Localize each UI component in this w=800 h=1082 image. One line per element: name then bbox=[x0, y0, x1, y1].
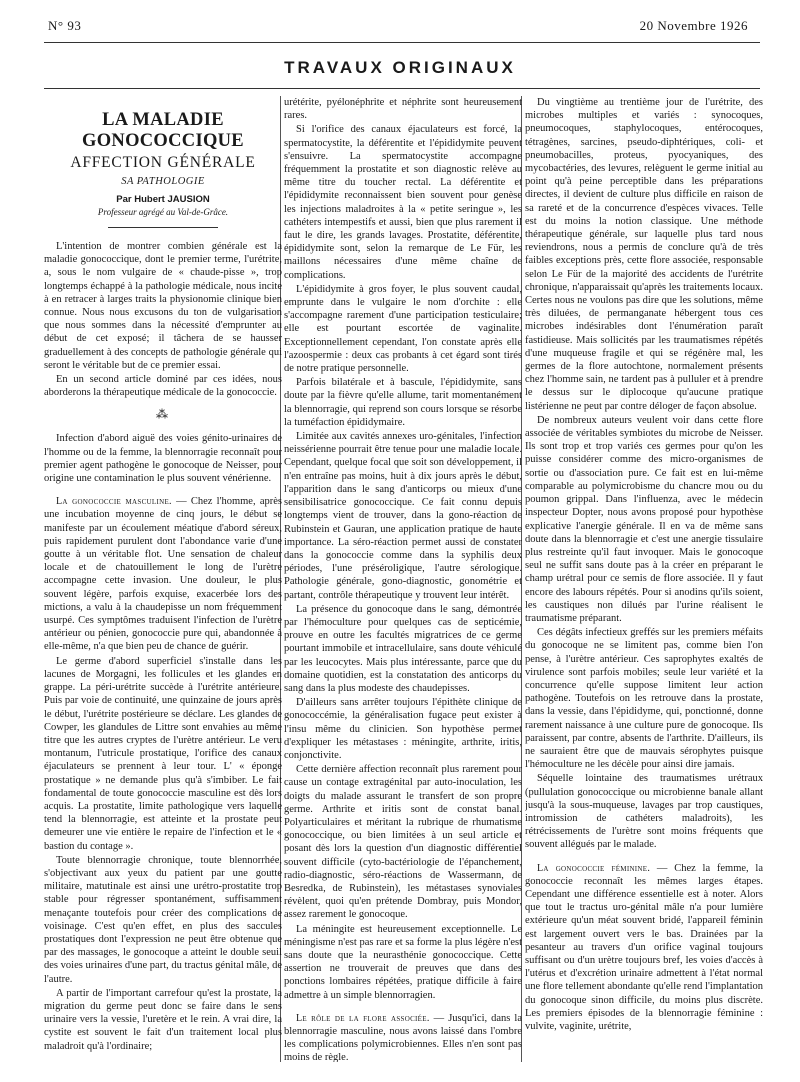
paragraph: Limitée aux cavités annexes uro-génitales, l'infection neissérienne pourrait être tenue pour une maladie locale. Cependant, quelque focal que soit son développement, il n'en entraîne pas moins, huit à dix jours après le début, l'apparition dans le sang d'anticorps ou mieux d'une sensibilisatrice gonococcique. Ce fait connu depuis longtemps vient de trouver, dans la gono-réaction de Rubinstein et Gauran, une application pratique de haute importance. La séro-réaction permet aussi de constater dans la gonococcie comme dans la syphilis deux périodes, l'une préséroligique, l'autre sérologique. Pathologie générale, gono-diagnostic, gonométrie et partant, contrôle thérapeutique y trouvent leur intérêt. bbox=[284, 431, 522, 601]
section-title: TRAVAUX ORIGINAUX bbox=[284, 58, 516, 77]
title-rule bbox=[108, 227, 218, 228]
paragraph: Ces dégâts infectieux greffés sur les premiers méfaits du gonocoque ne se limitent pas, comme bien l'on pense, à l'urètre antérieur. Ces saprophytes exaltés de virulence sont parfois mobiles; seule leur variété et la concurrence qu'elle suppose limitent leur action pathogène. Toutefois on les retrouve dans la prostate, dans la vessie, dans l'épididyme, qui, ponctionné, donne rarement naissance à une culture pure de gonocoque. Ils paraissent, par contre, absents de l'arthrite. D'ailleurs, ils ne sauraient être que de mauvais sérophytes puisque l'hémoculture ne les décèle pour ainsi dire jamais. bbox=[525, 627, 763, 771]
paragraph: Cette dernière affection reconnaît plus rarement pour cause un contage extragénital par auto-inoculation, les doigts du malade assurant le transfert de son propre germe. Arthrite et iritis sont de constat banal. Polyarticulaires et méritant la rubrique de rhumatisme gonococcique, ou bien limitées à un seul article et posant dès lors la question d'un diagnostic différentiel souvent difficile (cyto-bactériologie de l'épanchement, radio-diagnostic, séro-réactions de Wassermann, de Besredka, de Rubinstein), les métastases synoviales révèlent, quoi qu'en prétende Dombray, puis Mondor, assez rarement le gonocoque. bbox=[284, 764, 522, 921]
paragraph-text: — Chez l'homme, après une incubation moyenne de cinq jours, le début se manifeste par un écoulement méatique d'abord séreux, puis rapidement purulent dont l'abondance varie d'une goutte à un véritable flot. Une sensation de chaleur locale et de chatouillement le long de l'urètre accompagne cette invasion. Une douleur, le plus souvent légère, parfois exquise, exacerbée lors des mictions, a valu à la chaudepisse un nom fréquemment usurpé. Ces symptômes traduisent l'infection de l'urètre antérieur ou pénien, gonococcie pure qui, abandonnée à elle-même, n'a que bien peu de chance de guérir. bbox=[44, 496, 282, 653]
paragraph-text: — Chez la femme, la gonococcie reconnaît les mêmes larges étapes. Cependant une différence essentielle est à noter. Alors que tout le tractus uro-génital mâle n'a pour lumière extérieure qu'un méat souvent bridé, l'appareil féminin est largement ouvert vers le bas. Drainées par la pesanteur au travers d'un orifice vaginal toujours suffisant ou d'un urètre toujours bref, les voies d'accès à l'utérus et d'excrétion urinaire admettent à l'état normal une flore tellement abondante qu'elle rend l'implantation du gonocoque sinon difficile, du moins plus discrète. Les premiers épisodes de la blennorragie féminine : vulvite, vaginite, urétrite, bbox=[525, 862, 763, 1033]
article-subtitle: AFFECTION GÉNÉRALE bbox=[70, 154, 256, 171]
paragraph: A partir de l'important carrefour qu'est la prostate, la migration du germe peut donc se faire dans le sens urinaire vers la vessie, l'uretère et le rein. A vrai dire, la cystite est souvent le fait d'un traitement local plus maladroit qu'à l'ordinaire; bbox=[44, 987, 282, 1052]
paragraph bbox=[525, 862, 763, 1034]
paragraph bbox=[284, 1012, 522, 1062]
paragraph: De nombreux auteurs veulent voir dans cette flore associée de véritables symbiotes du microbe de Neisser. Ils sont trop et trop variés ces germes pour qu'on les puisse considérer comme des micro-organismes de sortie ou d'association pure. Ce fait est en lui-même comparable au polymicrobisme du chancre mou ou du poumon grippal. Dans l'influenza, avec le médecin inspecteur Dopter, nous avons proposé pour hypothèse explicative l'anergie générale. Il en va de même sans doute dans la blennorragie et c'est une anergie tissulaire plus restreinte qu'il faut invoquer. Mais le gonocoque seul ne suffit sans doute pas à la créer en préparant le champ urétral pour ce semis de flore associée. Il y faut encore des labours répétés. Pour si anodins qu'ils soient, les caustiques non dilués par l'urine réalisent le traumatisme préparant. bbox=[525, 414, 763, 624]
section-rule bbox=[44, 88, 760, 89]
paragraph: urétérite, pyélonéphrite et néphrite sont heureusement rares. bbox=[284, 97, 522, 122]
subsection-heading: La gonococcie féminine. bbox=[537, 862, 651, 874]
paragraph-text: — Jusqu'ici, dans la blennorragie masculine, nous avons laissé dans l'ombre les complications polymicrobiennes. Elles n'en sont pas moins de règle. bbox=[284, 1012, 522, 1062]
paragraph: D'ailleurs sans arrêter toujours l'épithète clinique de gonococcémie, la généralisation fugace peut exister à l'insu même du clinicien. Son hypothèse permet d'expliquer les métastases : méningite, arthrite, iritis, conjonctivite. bbox=[284, 697, 522, 761]
column-1 bbox=[44, 96, 282, 1062]
paragraph: En un second article dominé par ces idées, nous aborderons la thérapeutique médicale de la gonococcie. bbox=[44, 374, 282, 399]
author-affiliation: Professeur agrégé au Val-de-Grâce. bbox=[97, 207, 229, 217]
paragraph: La méningite est heureusement exceptionnelle. Le méningisme n'est pas rare et sa forme la plus légère n'est sans doute que la neurasthénie gonococcique. Cette assertion ne trouverait de preuves que dans des ponctions lombaires répétées, pratique difficile à faire admettre à un simple blennorragien. bbox=[284, 923, 522, 1001]
paragraph: La présence du gonocoque dans le sang, démontrée par l'hémoculture pour quelques cas de septicémie, prouve en outre les facultés migratrices de ce germe pourtant immobile et intracellulaire, sans doute véhiculé par les leucocytes. Mais plus intéressante, parce que du domaine quotidien, est la constatation des anticorps du sang dans la plus modeste des chaudepisses. bbox=[284, 603, 522, 694]
issue-number: N° 93 bbox=[48, 18, 82, 33]
subsection-heading: La gonococcie masculine. bbox=[56, 496, 172, 508]
section-separator: ⁂ bbox=[156, 407, 170, 422]
issue-date: 20 Novembre 1926 bbox=[639, 18, 748, 33]
column-3 bbox=[525, 96, 763, 1062]
paragraph bbox=[44, 495, 282, 653]
paragraph: Le germe d'abord superficiel s'installe dans les lacunes de Morgagni, les follicules et les glandes en grappe. La péri-urétrite succède à l'urétrite antérieure. Puis par voie de continuité, une quinzaine de jours après le début, l'urétrite postérieure se déclare. Les glandes de Cowper, les glandules de Littre sont envahies au même titre que les autres cryptes de l'urètre antérieur. Le veru montanum, l'utricule prostatique, l'orifice des canaux éjaculateurs se prennent à leur tour. L' « éponge prostatique » ne demande plus qu'à s'imbiber. Le fait fondamental de toute gonococcie masculine est dès lors acquis. La prostatite, limite pathologique vers laquelle tend la blennorragie, est atteinte et la prostate peut demeurer une vie entière le repaire de l'infection et le « bastion du contage ». bbox=[44, 655, 282, 852]
paragraph: L'intention de montrer combien générale est la maladie gonococcique, dont le premier terme, l'urétrite, a, sous le nom vulgaire de « chaude-pisse », trop longtemps échappé à la pathologie médicale, nous incite à en retracer à larges traits la physionomie clinique bien connue. Nous nous excusons du ton de vulgarisation que nous sommes dans la nécessité d'emprunter au début de cet exposé; il tâchera de se hausser graduellement à des concepts de pathologie générale qui seront le véritable but de ce premier essai. bbox=[44, 241, 282, 371]
column-2 bbox=[284, 96, 522, 1062]
paragraph: L'épididymite à gros foyer, le plus souvent caudal, emprunte dans le vulgaire le nom d'orchite : elle s'accompagne rarement d'une participation testiculaire; elle est pourtant escortée de vaginalite. Exceptionnellement cependant, l'on constate après elle l'azoospermie : deux cas probants à cet égard sont tirés de notre pratique personnelle. bbox=[284, 283, 522, 375]
article-subtitle-2: SA PATHOLOGIE bbox=[121, 176, 205, 187]
paragraph: Infection d'abord aiguë des voies génito-urinaires de l'homme ou de la femme, la blennorragie reconnaît pour premier agent pathogène le gonocoque de Neisser, pour origine une contamination le plus souvent vénérienne. bbox=[44, 433, 282, 485]
paragraph: Toute blennorragie chronique, toute blennorrhée, s'objectivant aux yeux du patient par une goutte militaire, matutinale est ainsi une urétro-prostatite trop stable pour régresser spontanément, suffisamment menaçante toutefois pour créer des complications de voisinage. C'est qu'en effet, en plus des saccules prostatiques dont l'expression ne peut être obtenue que par des massages, le gonocoque a atteint le double seuil des voies urinaires d'une part, du tractus génital mâle, de l'autre. bbox=[44, 854, 282, 985]
paragraph: Séquelle lointaine des traumatismes urétraux (pullulation gonococcique ou microbienne banale allant jusqu'à la sous-muqueuse, lavages par trop caustiques, intromission de cathéters maladroits), les rétrécissements de l'urètre sont moins fréquents que souvent allégués par le malade. bbox=[525, 773, 763, 851]
paragraph: Parfois bilatérale et à bascule, l'épididymite, sans doute par la fièvre qu'elle allume, tarit momentanément la blennorragie, qui reprend son cours lorsque se résorbe la tuméfaction épididymaire. bbox=[284, 377, 522, 428]
subsection-heading: Le rôle de la flore associée. bbox=[296, 1012, 430, 1024]
article-title: LA MALADIE GONOCOCCIQUE bbox=[82, 110, 244, 151]
article-title-block bbox=[44, 110, 282, 228]
paragraph: Du vingtième au trentième jour de l'urétrite, des microbes multiples et variés : synocoques, pneumocoques, staphylocoques, entérocoques, tétragènes, sarcines, pseudo-diphtériques, coli- et pneumobacilles, proteus, pyocyaniques, des mycobactéries, des levures, relèguent le germe initial au point qu'à peine perceptible dans les préparations directes, il devient de culture plus difficile en raison de sa rareté et de la concurrence d'espèces vivaces. Telle est du moins la notion classique. Une méthode thérapeutique générale, sur laquelle plus tard nous reviendrons, nous a permis de conclure qu'à de très faibles exceptions près, cette flore associée, responsable selon Le Für de la majorité des accidents de l'urétrite chronique, n'apparaissait qu'après les traitements locaux. Certes nous ne voulons pas dire que les solutions, même très diluées, de permanganate hébergent tous ces microbes indésirables dont l'énumération paraît fastidieuse. Mais sollicités par les traumatismes répétés d'une muqueuse fragile et qui se régénère mal, les germes de la flore autochtone, normalement présents chez l'homme sain, ne tardent pas à pulluler et à prendre le dessus sur le diplocoque qu'aucune pratique listérienne ne peut par contre déloger de façon absolue. bbox=[525, 97, 763, 412]
paragraph: Si l'orifice des canaux éjaculateurs est forcé, la spermatocystite, la déférentite et l'épididymite peuvent s'ensuivre. La spermatocystite accompagne fréquemment la prostatite et son diagnostic relève au même titre du toucher rectal. La déférentite et l'épididymite reconnaissent bien souvent pour genèse les injections maladroites à la « petite seringue », les cathéters intempestifs et aussi, bien que plus rarement il faut le dire, les grands lavages. Prostatite, déférentite, épididymite sont, selon la remarque de Le Für, les maillons nécessaires d'une même chaîne de complications. bbox=[284, 124, 522, 281]
article-byline: Par Hubert JAUSION bbox=[116, 194, 210, 205]
header-rule bbox=[44, 42, 760, 43]
